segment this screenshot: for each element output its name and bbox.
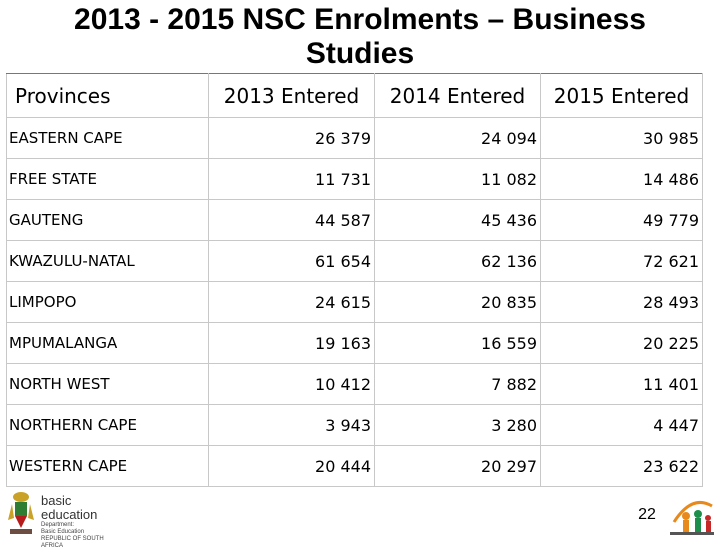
province-name: FREE STATE <box>7 159 209 200</box>
value-2013: 61 654 <box>209 241 375 282</box>
table-row <box>7 241 703 282</box>
value-2014: 62 136 <box>375 241 541 282</box>
value-2013: 10 412 <box>209 364 375 405</box>
slide-title-line1: 2013 - 2015 NSC Enrolments – Business <box>74 3 646 36</box>
table-row <box>7 323 703 364</box>
value-2013: 44 587 <box>209 200 375 241</box>
logo-sub1: Department: <box>41 522 75 528</box>
slide-title <box>0 0 720 71</box>
value-2015: 28 493 <box>541 282 703 323</box>
value-2015: 14 486 <box>541 159 703 200</box>
province-name: MPUMALANGA <box>7 323 209 364</box>
value-2014: 11 082 <box>375 159 541 200</box>
value-2013: 19 163 <box>209 323 375 364</box>
value-2013: 26 379 <box>209 118 375 159</box>
coat-of-arms-icon <box>6 490 36 536</box>
header-2014: 2014 Entered <box>375 74 541 118</box>
province-name: NORTH WEST <box>7 364 209 405</box>
province-name: EASTERN CAPE <box>7 118 209 159</box>
table-row <box>7 364 703 405</box>
table-header-row <box>7 74 703 118</box>
slide-title-line2: Studies <box>305 37 415 70</box>
table-row <box>7 118 703 159</box>
value-2013: 11 731 <box>209 159 375 200</box>
value-2014: 3 280 <box>375 405 541 446</box>
value-2014: 7 882 <box>375 364 541 405</box>
logo-sub3: REPUBLIC OF SOUTH AFRICA <box>41 536 104 549</box>
value-2014: 20 297 <box>375 446 541 487</box>
value-2015: 4 447 <box>541 405 703 446</box>
value-2014: 16 559 <box>375 323 541 364</box>
logo-name: basic education <box>41 493 98 522</box>
logo-sub2: Basic Education <box>41 529 85 535</box>
province-name: LIMPOPO <box>7 282 209 323</box>
page-number: 22 <box>638 506 656 523</box>
value-2015: 30 985 <box>541 118 703 159</box>
value-2014: 20 835 <box>375 282 541 323</box>
department-logo <box>6 490 126 549</box>
table-row <box>7 405 703 446</box>
header-2013: 2013 Entered <box>209 74 375 118</box>
province-name: KWAZULU-NATAL <box>7 241 209 282</box>
province-name: WESTERN CAPE <box>7 446 209 487</box>
table-row <box>7 159 703 200</box>
value-2015: 23 622 <box>541 446 703 487</box>
value-2015: 20 225 <box>541 323 703 364</box>
value-2014: 45 436 <box>375 200 541 241</box>
value-2013: 24 615 <box>209 282 375 323</box>
value-2013: 20 444 <box>209 446 375 487</box>
anniversary-logo-icon <box>668 492 716 538</box>
value-2015: 72 621 <box>541 241 703 282</box>
enrolments-table <box>6 73 703 487</box>
value-2013: 3 943 <box>209 405 375 446</box>
province-name: GAUTENG <box>7 200 209 241</box>
value-2014: 24 094 <box>375 118 541 159</box>
table-row <box>7 200 703 241</box>
table-row <box>7 282 703 323</box>
header-provinces: Provinces <box>7 74 209 118</box>
value-2015: 11 401 <box>541 364 703 405</box>
province-name: NORTHERN CAPE <box>7 405 209 446</box>
header-2015: 2015 Entered <box>541 74 703 118</box>
value-2015: 49 779 <box>541 200 703 241</box>
table-row <box>7 446 703 487</box>
